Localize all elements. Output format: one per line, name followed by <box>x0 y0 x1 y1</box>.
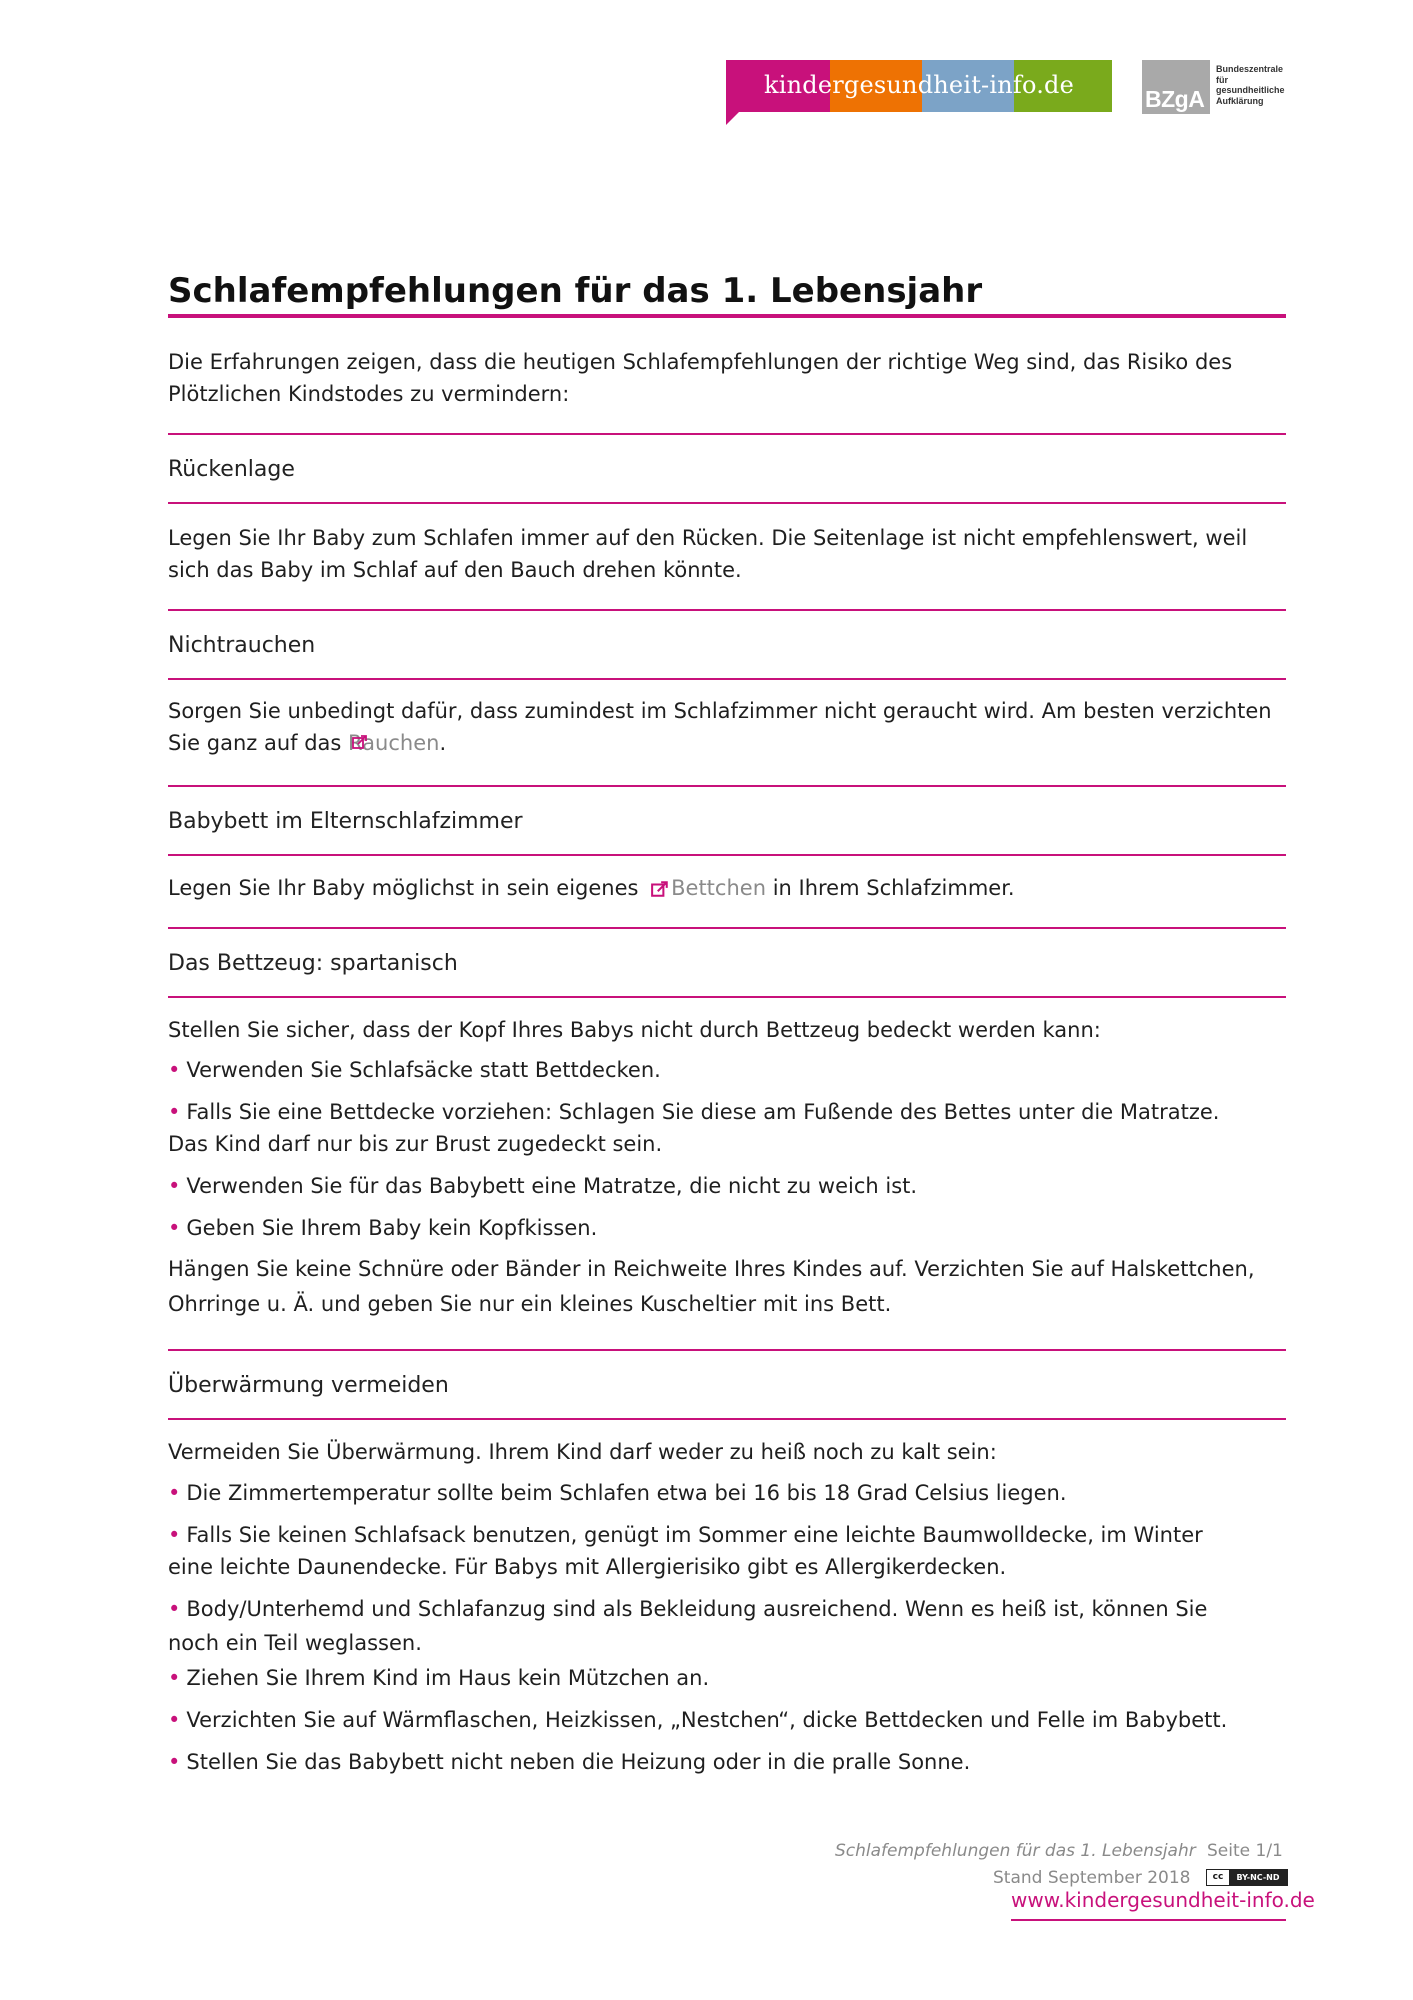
list-item: • Geben Sie Ihrem Baby kein Kopfkissen. <box>168 1216 598 1240</box>
cc-license-icon: cc BY-NC-ND <box>1206 1869 1288 1886</box>
bullet-icon: • <box>168 1523 181 1547</box>
list-item: • Falls Sie eine Bettdecke vorziehen: Schlagen Sie diese am Fußende des Bettes unter die Matratze. <box>168 1100 1220 1124</box>
babybett-text: Legen Sie Ihr Baby möglichst in sein eigenes Bettchen in Ihrem Schlafzimmer. <box>168 876 1015 900</box>
page-title: Schlafempfehlungen für das 1. Lebensjahr <box>168 271 983 311</box>
footer-document-title: Schlafempfehlungen für das 1. Lebensjahr <box>835 1841 1196 1861</box>
bettzeug-intro: Stellen Sie sicher, dass der Kopf Ihres Babys nicht durch Bettzeug bedeckt werden kann: <box>168 1018 1101 1042</box>
list-item-continuation: eine leichte Daunendecke. Für Babys mit Allergierisiko gibt es Allergikerdecken. <box>168 1555 1007 1579</box>
footer-website-link[interactable]: www.kindergesundheit-info.de <box>1011 1888 1315 1912</box>
section-heading-rueckenlage: Rückenlage <box>168 457 295 482</box>
bullet-icon: • <box>168 1058 181 1082</box>
ueberwaermung-intro: Vermeiden Sie Überwärmung. Ihrem Kind darf weder zu heiß noch zu kalt sein: <box>168 1440 997 1464</box>
bettchen-link[interactable]: Bettchen <box>645 876 766 900</box>
section-divider <box>168 1349 1286 1351</box>
rauchen-link[interactable]: Rauchen <box>348 731 440 755</box>
section-divider <box>168 927 1286 929</box>
bettzeug-outro-line2: Ohrringe u. Ä. und geben Sie nur ein kleines Kuscheltier mit ins Bett. <box>168 1292 892 1316</box>
section-divider <box>168 996 1286 998</box>
list-item: • Body/Unterhemd und Schlafanzug sind als Bekleidung ausreichend. Wenn es heiß ist, können Sie <box>168 1597 1208 1621</box>
intro-paragraph: Die Erfahrungen zeigen, dass die heutigen Schlafempfehlungen der richtige Weg sind, das Risiko des Plötzlichen Kindstodes zu vermindern: <box>168 350 1233 406</box>
section-divider <box>168 854 1286 856</box>
external-link-icon <box>651 880 669 898</box>
section-divider <box>168 678 1286 680</box>
bzga-name: Bundeszentrale für gesundheitliche Aufklärung <box>1216 64 1285 106</box>
list-item: • Verwenden Sie Schlafsäcke statt Bettdecken. <box>168 1058 661 1082</box>
bullet-icon: • <box>168 1100 181 1124</box>
bzga-logo: BZgA <box>1142 60 1210 114</box>
bullet-icon: • <box>168 1708 181 1732</box>
bullet-icon: • <box>168 1666 181 1690</box>
section-heading-nichtrauchen: Nichtrauchen <box>168 633 316 658</box>
list-item: • Falls Sie keinen Schlafsack benutzen, genügt im Sommer eine leichte Baumwolldecke, im Winter <box>168 1523 1203 1547</box>
section-heading-babybett: Babybett im Elternschlafzimmer <box>168 809 523 834</box>
bettzeug-outro-line1: Hängen Sie keine Schnüre oder Bänder in Reichweite Ihres Kindes auf. Verzichten Sie auf Halskettchen, <box>168 1257 1255 1281</box>
list-item: • Die Zimmertemperatur sollte beim Schlafen etwa bei 16 bis 18 Grad Celsius liegen. <box>168 1481 1067 1505</box>
section-divider <box>168 1418 1286 1420</box>
section-divider <box>168 609 1286 611</box>
footer-date: Stand September 2018 <box>993 1868 1191 1888</box>
bullet-icon: • <box>168 1597 181 1621</box>
list-item: • Verzichten Sie auf Wärmflaschen, Heizkissen, „Nestchen“, dicke Bettdecken und Felle im Babybett. <box>168 1708 1228 1732</box>
logo-text: kindergesundheit-info.de <box>763 71 1074 99</box>
section-heading-bettzeug: Das Bettzeug: spartanisch <box>168 951 458 976</box>
footer-page-number: Seite 1/1 <box>1207 1841 1283 1861</box>
bullet-icon: • <box>168 1750 181 1774</box>
bullet-icon: • <box>168 1481 181 1505</box>
list-item: • Verwenden Sie für das Babybett eine Matratze, die nicht zu weich ist. <box>168 1174 918 1198</box>
rueckenlage-text: Legen Sie Ihr Baby zum Schlafen immer auf den Rücken. Die Seitenlage ist nicht empfehlenswert, weil sich das Baby im Schlaf auf den Bauch drehen könnte. <box>168 526 1248 582</box>
logo-notch <box>726 112 739 125</box>
external-link-icon <box>352 734 368 750</box>
section-heading-ueberwaermung: Überwärmung vermeiden <box>168 1373 449 1398</box>
section-divider <box>168 502 1286 504</box>
list-item: • Stellen Sie das Babybett nicht neben die Heizung oder in die pralle Sonne. <box>168 1750 971 1774</box>
section-divider <box>168 433 1286 435</box>
footer-underline <box>1011 1919 1286 1921</box>
nichtrauchen-text-line1: Sorgen Sie unbedingt dafür, dass zumindest im Schlafzimmer nicht geraucht wird. Am besten verzichten <box>168 699 1272 723</box>
list-item: • Ziehen Sie Ihrem Kind im Haus kein Mützchen an. <box>168 1666 710 1690</box>
title-underline <box>168 314 1286 318</box>
nichtrauchen-text-line2: Sie ganz auf das Rauchen. <box>168 731 447 755</box>
bullet-icon: • <box>168 1216 181 1240</box>
section-divider <box>168 785 1286 787</box>
list-item-continuation: noch ein Teil weglassen. <box>168 1631 422 1655</box>
list-item-continuation: Das Kind darf nur bis zur Brust zugedeckt sein. <box>168 1132 663 1156</box>
bullet-icon: • <box>168 1174 181 1198</box>
